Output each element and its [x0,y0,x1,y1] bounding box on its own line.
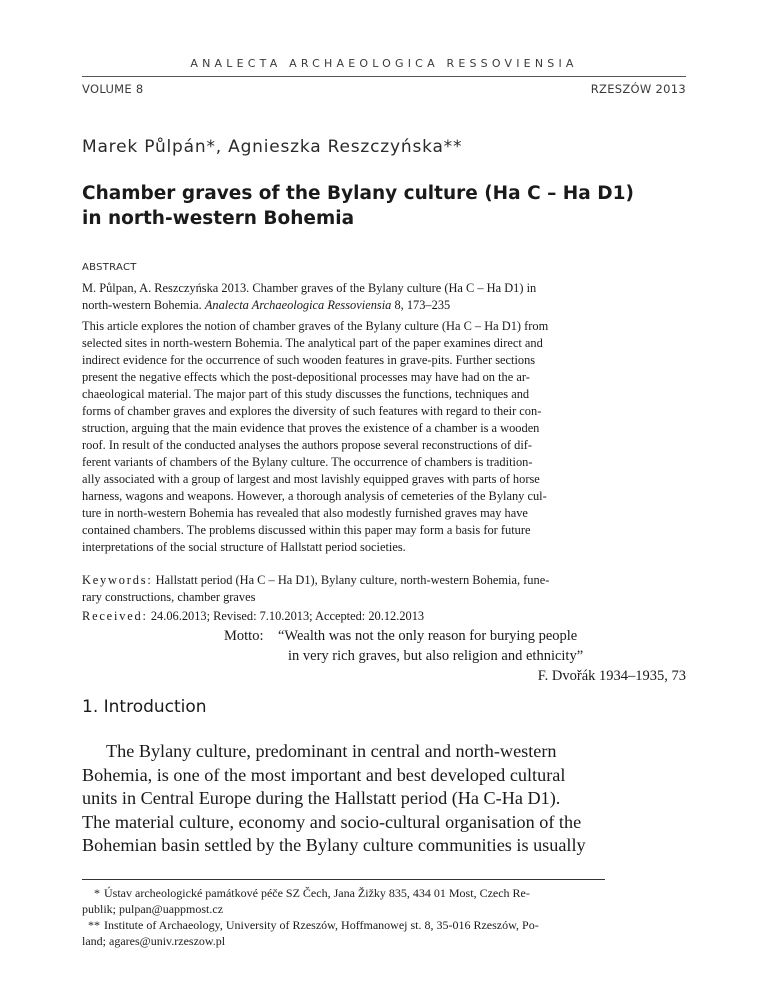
abstract-line: indirect evidence for the occurrence of such wooden features in grave-pits. Further sections [82,353,536,367]
abstract-line: roof. In result of the conducted analyses the authors propose several reconstructions of dif- [82,438,533,452]
keywords-line [82,572,605,589]
abstract-line: forms of chamber graves and explores the diversity of such features with regard to their con- [82,404,542,418]
volume-label: VOLUME 8 [82,82,144,96]
footnote-continuation: publik; pulpan@uappmost.cz [82,902,224,916]
footnote [82,917,605,933]
citation-pages: 8, 173–235 [391,298,451,312]
footnote-text: Ústav archeologické památkové péče SZ Čech, Jana Žižky 835, 434 01 Most, Czech Re- [104,886,530,900]
journal-name: ANALECTA ARCHAEOLOGICA RESSOVIENSIA [190,57,578,70]
received-dates [82,608,424,625]
footnote-mark: * [94,886,100,900]
body-line: Bohemia, is one of the most important and best developed cultural [82,764,566,785]
abstract-line: struction, arguing that the main evidence that proves the existence of a chamber is a wooden [82,421,540,435]
keywords [82,572,605,606]
body-line: units in Central Europe during the Hallstatt period (Ha C-Ha D1). [82,788,561,808]
introduction-text [82,740,686,858]
abstract-line: chaeological material. The major part of this study discusses the functions, techniques and [82,387,530,401]
abstract-line: ture in north-western Bohemia has revealed that also modestly furnished graves may have [82,506,528,520]
journal-italic: Analecta Archaeologica Ressoviensia [204,298,392,312]
motto-source: F. Dvořák 1934–1935, 73 [537,668,686,684]
footnote-continuation: land; agares@univ.rzeszow.pl [82,934,226,948]
abstract-line: selected sites in north-western Bohemia. The analytical part of the paper examines direct and [82,336,543,350]
keywords-text: Hallstatt period (Ha C – Ha D1), Bylany culture, north-western Bohemia, fune- [152,573,550,587]
abstract-line: harness, wagons and weapons. However, a thorough analysis of cemeteries of the Bylany cul- [82,489,547,503]
citation-text: north-western Bohemia. [82,298,205,312]
place-year-label: RZESZÓW 2013 [590,82,686,96]
abstract-line: present the negative effects which the post-depositional processes may have had on the ar- [82,370,530,384]
motto-label: Motto: [224,628,264,644]
title-line: Chamber graves of the Bylany culture (Ha C – Ha D1) [82,183,634,204]
abstract-line: contained chambers. The problems discussed within this paper may form a basis for future [82,523,531,537]
abstract-line: This article explores the notion of chamber graves of the Bylany culture (Ha C – Ha D1) from [82,319,549,333]
footnote-mark: ** [88,918,100,932]
footnote-text: Institute of Archaeology, University of Rzeszów, Hoffmanowej st. 8, 35-016 Rzeszów, Po- [104,918,539,932]
motto-quote-line: “Wealth was not the only reason for burying people [278,628,578,644]
keywords-label: Keywords: [82,573,153,587]
motto-quote-line: in very rich graves, but also religion and ethnicity” [288,648,584,664]
footnote-rule [82,879,605,880]
received-label: Received: [82,609,148,623]
title-line: in north-western Bohemia [82,208,355,229]
abstract-citation [82,280,602,314]
body-line: The Bylany culture, predominant in central and north-western [106,741,557,761]
article-title [82,181,642,231]
citation-line: M. Půlpan, A. Reszczyńska 2013. Chamber graves of the Bylany culture (Ha C – Ha D1) in [82,281,537,295]
footnote [82,885,605,901]
body-line: Bohemian basin settled by the Bylany culture communities is usually [82,835,586,855]
abstract-body [82,318,605,556]
footnotes [82,885,605,949]
abstract-line: ally associated with a group of largest and most lavishly equipped graves with parts of horse [82,472,540,486]
citation-line [82,297,602,314]
article-authors: Marek Půlpán*, Agnieszka Reszczyńska** [82,137,463,157]
keywords-line: rary constructions, chamber graves [82,590,256,604]
body-line: The material culture, economy and socio-cultural organisation of the [82,811,582,832]
section-heading: 1. Introduction [82,697,207,717]
abstract-heading: ABSTRACT [82,262,137,273]
received-text: 24.06.2013; Revised: 7.10.2013; Accepted: 20.12.2013 [147,609,425,623]
abstract-line: ferent variants of chambers of the Bylany culture. The occurrence of chambers is tradition- [82,455,533,469]
header-rule [82,76,686,77]
abstract-line: interpretations of the social structure of Hallstatt period societies. [82,540,406,554]
